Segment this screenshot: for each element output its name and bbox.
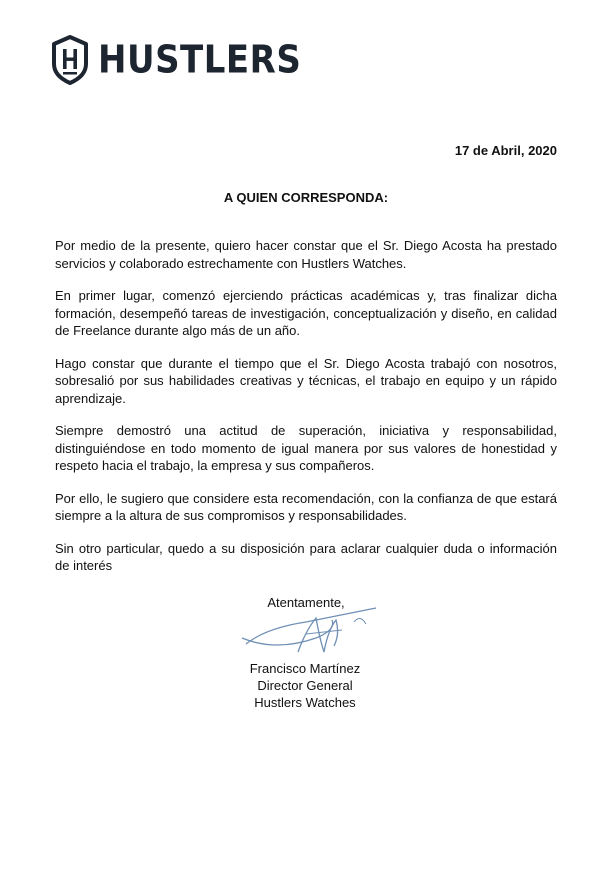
company-logo	[50, 34, 301, 86]
brand-name: HUSTLERS	[98, 37, 302, 83]
closing-text: Atentamente,	[267, 595, 345, 610]
paragraph: Por medio de la presente, quiero hacer constar que el Sr. Diego Acosta ha prestado servicios y colaborado estrechamente con Hustlers Watches.	[55, 238, 557, 271]
signer-title: Director General	[257, 678, 353, 693]
signer-company: Hustlers Watches	[254, 695, 356, 710]
letter-body	[55, 237, 557, 590]
paragraph: En primer lugar, comenzó ejerciendo prácticas académicas y, tras finalizar dicha formación, desempeñó tareas de investigación, conceptualización y diseño, en calidad de Freelance durante algo más de un año.	[55, 288, 557, 338]
paragraph: Sin otro particular, quedo a su disposición para aclarar cualquier duda o información de interés	[55, 540, 557, 573]
signer-block	[205, 660, 405, 711]
paragraph: Siempre demostró una actitud de superación, iniciativa y responsabilidad, distinguiéndose en todo momento de igual manera por sus valores de honestidad y respeto hacia el trabajo, la empresa y sus compañeros.	[55, 423, 557, 473]
paragraph: Por ello, le sugiero que considere esta recomendación, con la confianza de que estará siempre a la altura de sus compromisos y responsabilidades.	[55, 490, 557, 523]
letter-salutation: A QUIEN CORRESPONDA:	[223, 190, 389, 205]
paragraph: Hago constar que durante el tiempo que el Sr. Diego Acosta trabajó con nosotros, sobresalió por sus habilidades creativas y técnicas, el trabajo en equipo y un rápido aprendizaje.	[55, 355, 557, 406]
letter-date: 17 de Abril, 2020	[454, 143, 557, 158]
signer-name: Francisco Martínez	[249, 661, 361, 676]
shield-h-icon	[50, 34, 90, 86]
handwritten-signature	[236, 600, 381, 662]
